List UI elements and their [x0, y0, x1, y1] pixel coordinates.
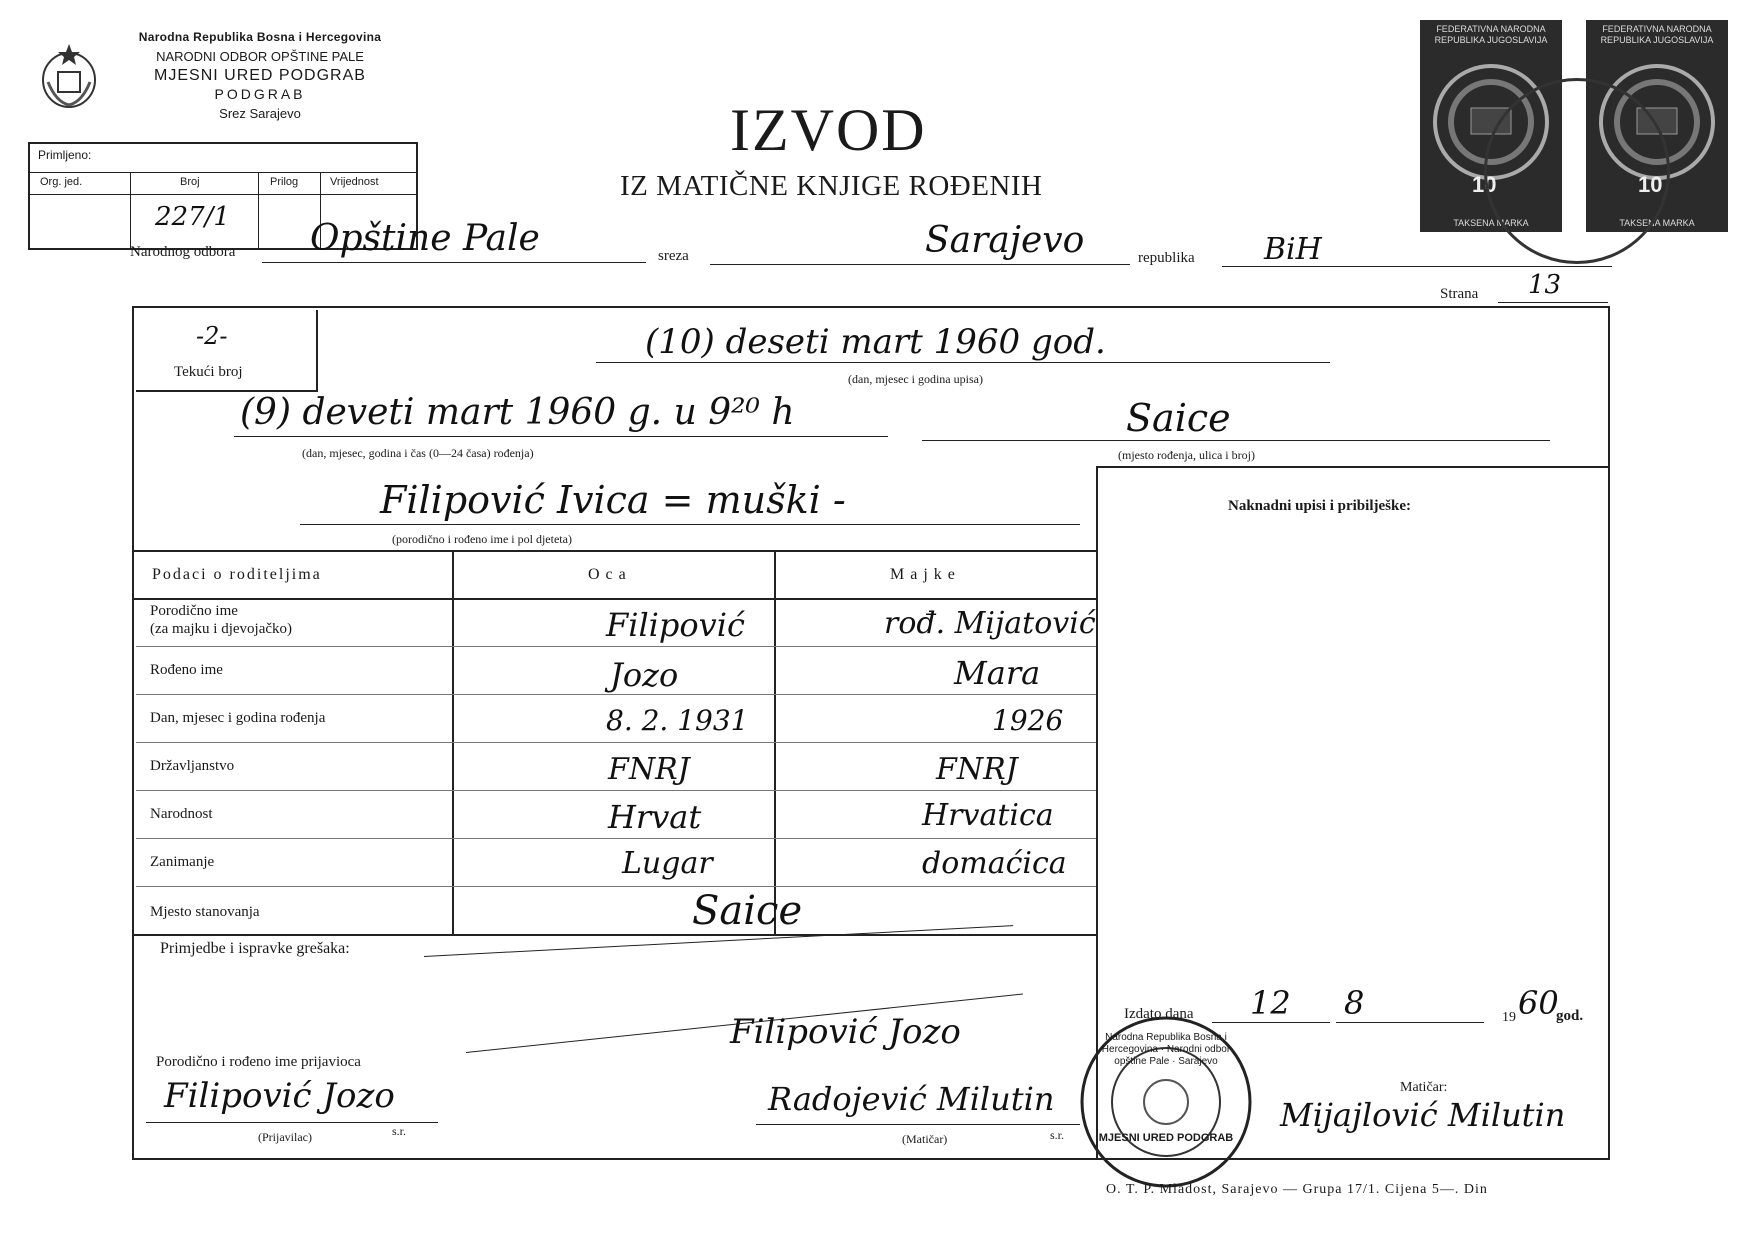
- birth-place-value: Saice: [1126, 396, 1231, 440]
- row-value-oca: Saice: [692, 888, 803, 934]
- republika-value: BiH: [1264, 232, 1322, 267]
- informant-name-value: Filipović Jozo: [730, 1012, 961, 1052]
- registrar-name-value: Radojević Milutin: [768, 1080, 1055, 1118]
- row-label: Mjesto stanovanja: [150, 904, 260, 920]
- row-value-oca: FNRJ: [608, 752, 690, 787]
- strana-value: 13: [1528, 270, 1562, 300]
- row-value-oca: 8. 2. 1931: [606, 704, 749, 737]
- row-value-majke: rođ. Mijatović: [884, 606, 1096, 641]
- row-label: Narodnost: [150, 806, 213, 822]
- cancellation-stamp-circle: [1484, 78, 1670, 264]
- row-label: Rođeno ime: [150, 662, 223, 678]
- row-value-majke: Mara: [954, 654, 1041, 692]
- serial-number-value: -2-: [196, 322, 228, 350]
- birth-datetime-value: (9) deveti mart 1960 g. u 9²⁰ h: [240, 392, 795, 433]
- round-stamp-center: MJESNI URED PODGRAB: [1098, 1132, 1234, 1144]
- row-value-oca: Filipović: [606, 606, 745, 644]
- issuer-line-2: NARODNI ODBOR OPŠTINE PALE: [156, 49, 364, 64]
- round-official-stamp: [1078, 1014, 1254, 1190]
- child-name-caption: (porodično i rođeno ime i pol djeteta): [392, 532, 572, 546]
- registration-date-caption: (dan, mjesec i godina upisa): [848, 372, 983, 386]
- informant-label: Porodično i rođeno ime prijavioca: [156, 1054, 361, 1070]
- registrar-sr-mark: s.r.: [1050, 1128, 1065, 1142]
- republika-label: republika: [1138, 250, 1195, 266]
- serial-number-box: [136, 310, 318, 392]
- birth-datetime-caption: (dan, mjesec, godina i čas (0—24 časa) rođenja): [302, 446, 534, 460]
- issued-god: god.: [1556, 1008, 1584, 1024]
- birth-place-caption: (mjesto rođenja, ulica i broj): [1118, 448, 1255, 462]
- broj-label: Broj: [180, 176, 200, 188]
- revenue-stamp-2-bottom: TAKSENA MARKA: [1619, 218, 1695, 228]
- srez-value: Sarajevo: [925, 220, 1085, 261]
- notes-label: Naknadni upisi i pribilješke:: [1228, 498, 1411, 514]
- revenue-stamp-1-top: FEDERATIVNA NARODNA REPUBLIKA JUGOSLAVIJA: [1434, 24, 1548, 45]
- org-jed-label: Org. jed.: [40, 176, 83, 188]
- row-value-oca: Lugar: [622, 846, 713, 881]
- row-value-oca: Hrvat: [608, 798, 702, 836]
- printer-footer: O. T. P. Mladost, Sarajevo — Grupa 17/1. Cijena 5—. Din: [1106, 1182, 1488, 1197]
- informant-sr-mark: s.r.: [392, 1124, 407, 1138]
- table-header-majke: Majke: [890, 566, 961, 583]
- revenue-stamp-1-value: 10: [1472, 172, 1497, 197]
- informant-signature: Filipović Jozo: [164, 1076, 395, 1116]
- odbor-value: Opštine Pale: [310, 218, 540, 259]
- received-label: Primljeno:: [38, 148, 92, 162]
- row-label: Državljanstvo: [150, 758, 235, 774]
- row-value-majke: Hrvatica: [922, 798, 1054, 833]
- table-row: [136, 744, 1096, 790]
- registrar-caption: (Matičar): [902, 1132, 948, 1146]
- strana-label: Strana: [1440, 286, 1479, 302]
- issued-year-suffix: 60: [1518, 984, 1559, 1022]
- registrar-signature: Mijajlović Milutin: [1280, 1096, 1566, 1134]
- issuer-line-4: PODGRAB: [214, 86, 306, 102]
- table-header-oca: Oca: [588, 566, 632, 583]
- registration-date-value: (10) deseti mart 1960 god.: [645, 322, 1106, 362]
- row-value-majke: 1926: [992, 704, 1064, 737]
- table-row: [136, 840, 1096, 886]
- odbor-label: Narodnog odbora: [130, 244, 236, 260]
- issued-year-prefix: 19: [1502, 1010, 1516, 1025]
- row-value-majke: domaćica: [922, 846, 1067, 881]
- table-header-podaci: Podaci o roditeljima: [152, 566, 322, 583]
- table-row: [136, 888, 1096, 934]
- vrijednost-label: Vrijednost: [330, 176, 379, 188]
- revenue-stamp-2-top: FEDERATIVNA NARODNA REPUBLIKA JUGOSLAVIJA: [1600, 24, 1714, 45]
- round-stamp-ring-text: Narodna Republika Bosna i Hercegovina · Narodni odbor opštine Pale · Sarajevo: [1101, 1032, 1231, 1067]
- issued-month: 8: [1344, 984, 1365, 1022]
- row-label: Porodično ime (za majku i djevojačko): [150, 603, 293, 637]
- coat-of-arms-emblem: [38, 42, 100, 110]
- row-label: Dan, mjesec i godina rođenja: [150, 710, 326, 726]
- document-title: IZVOD: [730, 97, 927, 163]
- table-row: [136, 648, 1096, 694]
- informant-caption: (Prijavilac): [258, 1130, 312, 1144]
- registrar-label: Matičar:: [1400, 1080, 1448, 1095]
- table-row: [136, 696, 1096, 742]
- row-label: Zanimanje: [150, 854, 215, 870]
- table-row: [136, 792, 1096, 838]
- prilog-label: Prilog: [270, 176, 299, 188]
- revenue-stamp-2-value: 10: [1638, 172, 1663, 197]
- issued-label: Izdato dana: [1124, 1006, 1194, 1022]
- broj-value: 227/1: [155, 202, 230, 232]
- issuer-line-1: Narodna Republika Bosna i Hercegovina: [138, 30, 382, 44]
- issuer-line-3: MJESNI URED PODGRAB: [154, 67, 366, 84]
- row-value-majke: FNRJ: [936, 752, 1018, 787]
- issuer-line-5: Srez Sarajevo: [219, 106, 301, 121]
- row-value-oca: Jozo: [610, 656, 679, 694]
- issuer-block: [110, 28, 410, 123]
- srez-label: sreza: [658, 248, 689, 264]
- document-subtitle: IZ MATIČNE KNJIGE ROĐENIH: [620, 170, 1043, 202]
- revenue-stamp-1-bottom: TAKSENA MARKA: [1453, 218, 1529, 228]
- issued-day: 12: [1250, 984, 1291, 1022]
- child-name-value: Filipović Ivica = muški -: [380, 478, 846, 522]
- remarks-label: Primjedbe i ispravke grešaka:: [160, 940, 350, 957]
- serial-number-label: Tekući broj: [174, 364, 243, 380]
- table-row: [136, 600, 1096, 646]
